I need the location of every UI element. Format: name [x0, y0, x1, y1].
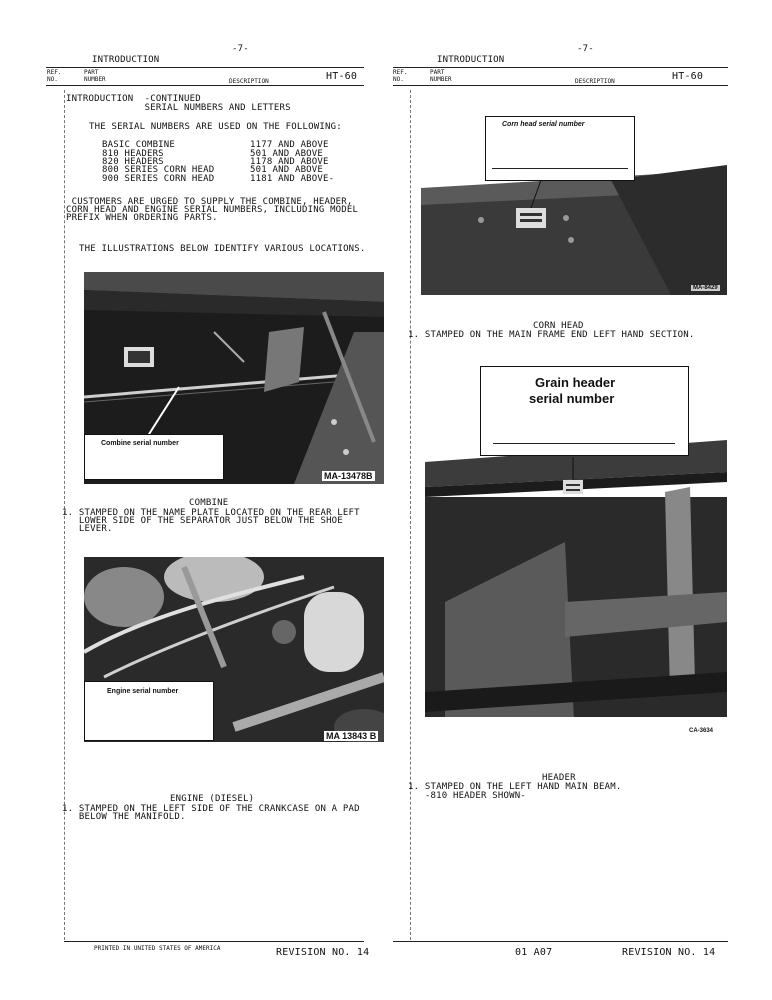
- right-revision: REVISION NO. 14: [622, 947, 716, 958]
- right-description-label: DESCRIPTION: [575, 78, 615, 85]
- engine-label-text: Engine serial number: [107, 688, 179, 695]
- combine-label-text: Combine serial number: [101, 440, 179, 447]
- serial-row-name: 800 SERIES CORN HEAD: [102, 165, 215, 175]
- customers-line-3: PREFIX WHEN ORDERING PARTS.: [66, 213, 218, 223]
- customers-line-2: CORN HEAD AND ENGINE SERIAL NUMBERS, INCLUDING MODEL: [66, 205, 359, 215]
- engine-title: ENGINE (DIESEL): [170, 794, 255, 804]
- corn-label-box: [485, 116, 635, 181]
- serial-row-name: 900 SERIES CORN HEAD: [102, 174, 215, 184]
- corn-title: CORN HEAD: [533, 321, 584, 331]
- header-title: HEADER: [542, 773, 576, 783]
- combine-title: COMBINE: [189, 498, 229, 508]
- serial-row-value: 1181 AND ABOVE-: [250, 174, 335, 184]
- grain-label-line-1: Grain header: [535, 375, 616, 390]
- right-page-number: -7-: [577, 44, 594, 54]
- combine-line-2: LOWER SIDE OF THE SEPARATOR JUST BELOW THE SHOE: [62, 516, 343, 526]
- engine-line-1: 1. STAMPED ON THE LEFT SIDE OF THE CRANKCASE ON A PAD: [62, 804, 360, 814]
- illustrations-note: THE ILLUSTRATIONS BELOW IDENTIFY VARIOUS LOCATIONS.: [79, 244, 366, 254]
- grain-photo-tag: CA-3634: [689, 728, 714, 734]
- serial-row-value: 1177 AND ABOVE: [250, 140, 329, 150]
- left-intro-line-1: INTRODUCTION -CONTINUED: [66, 94, 201, 104]
- left-ref-label: REF.: [47, 69, 62, 76]
- right-ref-column-line: [410, 90, 411, 940]
- corn-head-photo: [421, 110, 727, 295]
- combine-line-1: 1. STAMPED ON THE NAME PLATE LOCATED ON THE REAR LEFT: [62, 508, 360, 518]
- header-line-2: -810 HEADER SHOWN-: [408, 791, 526, 801]
- footer-code: 01 A07: [515, 947, 553, 958]
- left-no-label: NO.: [47, 76, 58, 83]
- header-line-1: 1. STAMPED ON THE LEFT HAND MAIN BEAM.: [408, 782, 622, 792]
- combine-label-box: [84, 434, 224, 480]
- right-part-label: PART: [430, 69, 445, 76]
- engine-photo-tag: MA 13843 B: [326, 731, 377, 741]
- combine-photo-tag: MA-13478B: [324, 471, 373, 481]
- left-page-number: -7-: [232, 44, 249, 54]
- engine-line-2: BELOW THE MANIFOLD.: [62, 812, 186, 822]
- left-revision: REVISION NO. 14: [276, 947, 370, 958]
- left-number-label: NUMBER: [84, 76, 106, 83]
- left-description-label: DESCRIPTION: [229, 78, 269, 85]
- serial-row-name: 810 HEADERS: [102, 149, 164, 159]
- engine-label-box: [84, 681, 214, 741]
- serial-row-name: BASIC COMBINE: [102, 140, 176, 150]
- left-part-label: PART: [84, 69, 99, 76]
- corn-label-rule: [492, 168, 628, 169]
- serial-row-name: 820 HEADERS: [102, 157, 164, 167]
- left-section-title: INTRODUCTION: [92, 55, 160, 65]
- right-footer-rule: [393, 941, 728, 942]
- printed-in-usa: PRINTED IN UNITED STATES OF AMERICA: [94, 945, 221, 952]
- serial-row-value: 501 AND ABOVE: [250, 165, 324, 175]
- right-number-label: NUMBER: [430, 76, 452, 83]
- combine-photo: [84, 272, 384, 484]
- serial-row-value: 501 AND ABOVE: [250, 149, 324, 159]
- left-intro-line-2: SERIAL NUMBERS AND LETTERS: [66, 103, 291, 113]
- corn-photo-tag: MA-8429: [693, 285, 718, 291]
- grain-header-photo: [425, 362, 727, 740]
- left-used-on: THE SERIAL NUMBERS ARE USED ON THE FOLLOWING:: [89, 122, 342, 132]
- corn-label-text: Corn head serial number: [502, 121, 585, 128]
- right-ref-label: REF.: [393, 69, 408, 76]
- grain-label-box: [480, 366, 689, 456]
- corn-line-1: 1. STAMPED ON THE MAIN FRAME END LEFT HAND SECTION.: [408, 330, 695, 340]
- left-header-rule-bottom: [46, 85, 364, 86]
- right-header-rule-bottom: [393, 85, 728, 86]
- right-model-code: HT-60: [672, 71, 704, 82]
- left-footer-rule: [64, 941, 364, 942]
- engine-photo: [84, 557, 384, 742]
- customers-line-1: CUSTOMERS ARE URGED TO SUPPLY THE COMBINE, HEADER,: [66, 197, 353, 207]
- right-no-label: NO.: [393, 76, 404, 83]
- combine-line-3: LEVER.: [62, 524, 113, 534]
- grain-label-line-2: serial number: [529, 391, 615, 406]
- right-section-title: INTRODUCTION: [437, 55, 505, 65]
- serial-row-value: 1178 AND ABOVE: [250, 157, 329, 167]
- grain-label-rule: [493, 443, 675, 444]
- left-model-code: HT-60: [326, 71, 358, 82]
